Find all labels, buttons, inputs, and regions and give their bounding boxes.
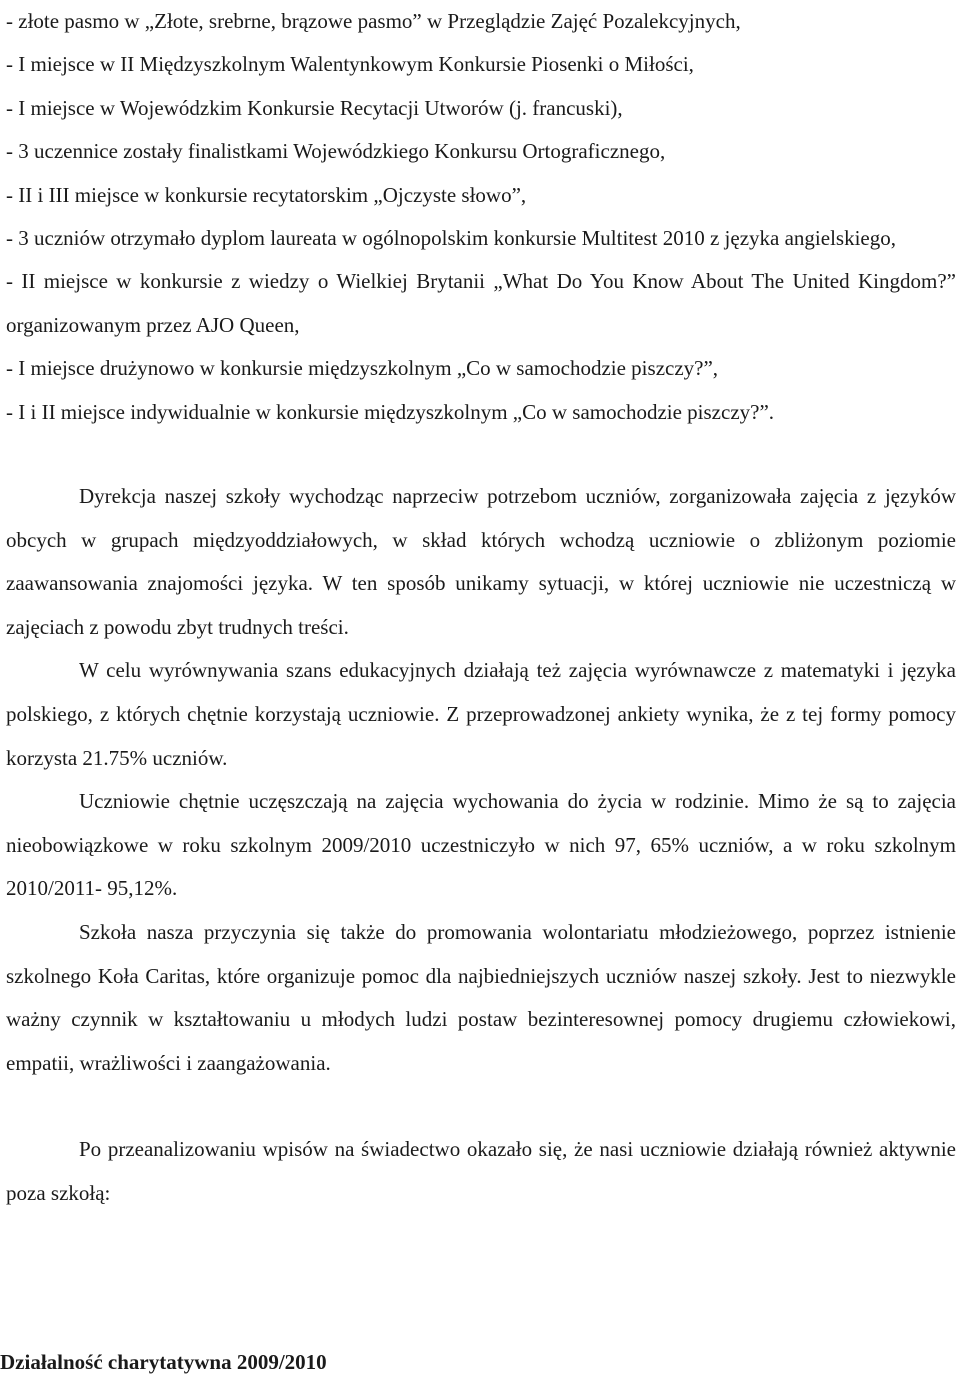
list-item: - I miejsce w Wojewódzkim Konkursie Recytacji Utworów (j. francuski), <box>6 95 623 120</box>
paragraph-remedial-classes: W celu wyrównywania szans edukacyjnych działają też zajęcia wyrównawcze z matematyki i języka polskiego, z których chętnie korzystają uczniowie. Z przeprowadzonej ankiety wynika, że z tej formy pomocy korzysta 21.75% uczniów. <box>6 658 956 770</box>
paragraph-family-life: Uczniowie chętnie uczęszczają na zajęcia wychowania do życia w rodzinie. Mimo że są to zajęcia nieobowiązkowe w roku szkolnym 2009/2010 uczestniczyło w nich 97, 65% uczniów, a w roku szkolnym 2010/2011- 95,12%. <box>6 789 956 901</box>
list-item: - 3 uczennice zostały finalistkami Wojewódzkiego Konkursu Ortograficznego, <box>6 139 666 164</box>
list-item: - I miejsce w II Międzyszkolnym Walentynkowym Konkursie Piosenki o Miłości, <box>6 52 694 77</box>
list-item: - II miejsce w konkursie z wiedzy o Wielkiej Brytanii „What Do You Know About The United Kingdom?” organizowanym przez AJO Queen, <box>6 269 956 337</box>
paragraph-certificate-analysis: Po przeanalizowaniu wpisów na świadectwo okazało się, że nasi uczniowie działają również aktywnie poza szkołą: <box>6 1137 956 1205</box>
spacer <box>6 434 956 475</box>
achievements-list <box>6 0 956 434</box>
list-item: - 3 uczniów otrzymało dyplom laureata w ogólnopolskim konkursie Multitest 2010 z języka angielskiego, <box>6 226 896 251</box>
paragraph-volunteering: Szkoła nasza przyczynia się także do promowania wolontariatu młodzieżowego, poprzez istnienie szkolnego Koła Caritas, które organizuje pomoc dla najbiedniejszych uczniów naszej szkoły. Jest to niezwykle ważny czynnik w kształtowaniu u młodych ludzi postaw bezinteresownej pomocy drugiemu człowiekowi, empatii, wrażliwości i zaangażowania. <box>6 920 956 1075</box>
spacer <box>6 1085 956 1128</box>
list-item: - I i II miejsce indywidualnie w konkursie międzyszkolnym „Co w samochodzie piszczy?”. <box>6 399 775 424</box>
list-item: - złote pasmo w „Złote, srebrne, brązowe pasmo” w Przeglądzie Zajęć Pozalekcyjnych, <box>6 9 741 33</box>
document-page <box>6 0 956 1216</box>
paragraph-language-groups: Dyrekcja naszej szkoły wychodząc naprzeciw potrzebom uczniów, zorganizowała zajęcia z języków obcych w grupach międzyoddziałowych, w skład których wchodzą uczniowie o zbliżonym poziomie zaawansowania znajomości języka. W ten sposób unikamy sytuacji, w której uczniowie nie uczestniczą w zajęciach z powodu zbyt trudnych treści. <box>6 484 956 639</box>
section-heading: Działalność charytatywna 2009/2010 <box>0 1350 327 1374</box>
list-item: - I miejsce drużynowo w konkursie międzyszkolnym „Co w samochodzie piszczy?”, <box>6 356 719 381</box>
list-item: - II i III miejsce w konkursie recytatorskim „Ojczyste słowo”, <box>6 182 527 207</box>
